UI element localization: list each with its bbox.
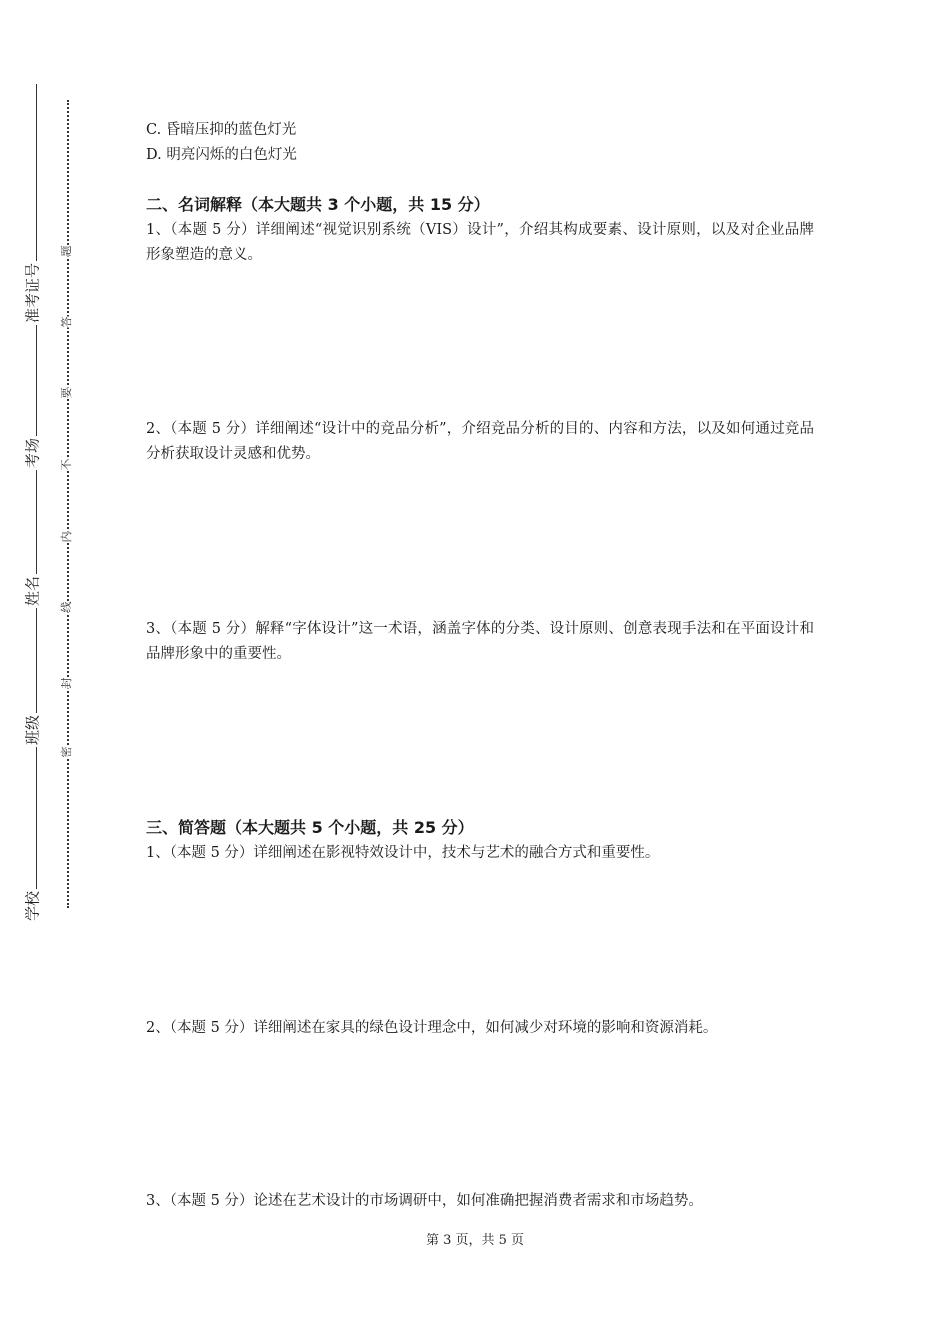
section-3-question-1: 1、（本题 5 分）详细阐述在影视特效设计中，技术与艺术的融合方式和重要性。 (146, 845, 660, 861)
section-2-heading: 二、名词解释（本大题共 3 个小题，共 15 分） (146, 195, 490, 214)
binding-solid-line (36, 84, 37, 920)
page-footer: 第 3 页，共 5 页 (425, 1233, 525, 1248)
section-2-question-1: 1、（本题 5 分）详细阐述“视觉识别系统（VIS）设计”，介绍其构成要素、设计原则，以及对企业品牌形象塑造的意义。 (146, 222, 814, 263)
section-3-question-2: 2、（本题 5 分）详细阐述在家具的绿色设计理念中，如何减少对环境的影响和资源消耗。 (146, 1020, 718, 1036)
section-2-question-3: 3、（本题 5 分）解释“字体设计”这一术语，涵盖字体的分类、设计原则、创意表现手法和在平面设计和品牌形象中的重要性。 (146, 621, 814, 662)
exam-page: 准考证号 考场 姓名 班级 学校 题 答 要 不 内 线 封 密 C. 昏暗压抑的蓝色灯光 D. 明亮闪烁的白色灯光 二、名词解释（本大题共 3 个小题，共 15 分） 1、（本题 5 分）详细阐述“视觉识别系统（VIS）设计”，介绍其构成要素、设计原则，以及对企业品牌形象塑造的意义。 2、（本题 5 分）详细阐述“设计中的竞品分析”，介绍竞品分析的目的、内容和方法，以及如何通过竞品分析获取设计灵感和优势。 3、（本题 5 分）解释“字体设计”这一术语，涵盖字体的分类、设计原则、创意表现手法和在平面设计和品牌形象中的重要性。 三、简答题（本大题共 5 个小题，共 25 分） 1、（本题 5 分）详细阐述在影视特效设计中，技术与艺术的融合方式和重要性。 2、（本题 5 分）详细阐述在家具的绿色设计理念中，如何减少对环境的影响和资源消耗。 3、（本题 5 分）论述在艺术设计的市场调研中，如何准确把握消费者需求和市场趋势。 第 3 页，共 5 页 (0, 0, 950, 1344)
section-3-question-3: 3、（本题 5 分）论述在艺术设计的市场调研中，如何准确把握消费者需求和市场趋势。 (146, 1193, 703, 1209)
option-c: C. 昏暗压抑的蓝色灯光 (146, 122, 297, 138)
seal-dotted-line (67, 100, 69, 908)
option-d: D. 明亮闪烁的白色灯光 (146, 147, 297, 163)
section-2-question-2: 2、（本题 5 分）详细阐述“设计中的竞品分析”，介绍竞品分析的目的、内容和方法，以及如何通过竞品分析获取设计灵感和优势。 (146, 421, 814, 462)
section-3-heading: 三、简答题（本大题共 5 个小题，共 25 分） (146, 818, 474, 837)
